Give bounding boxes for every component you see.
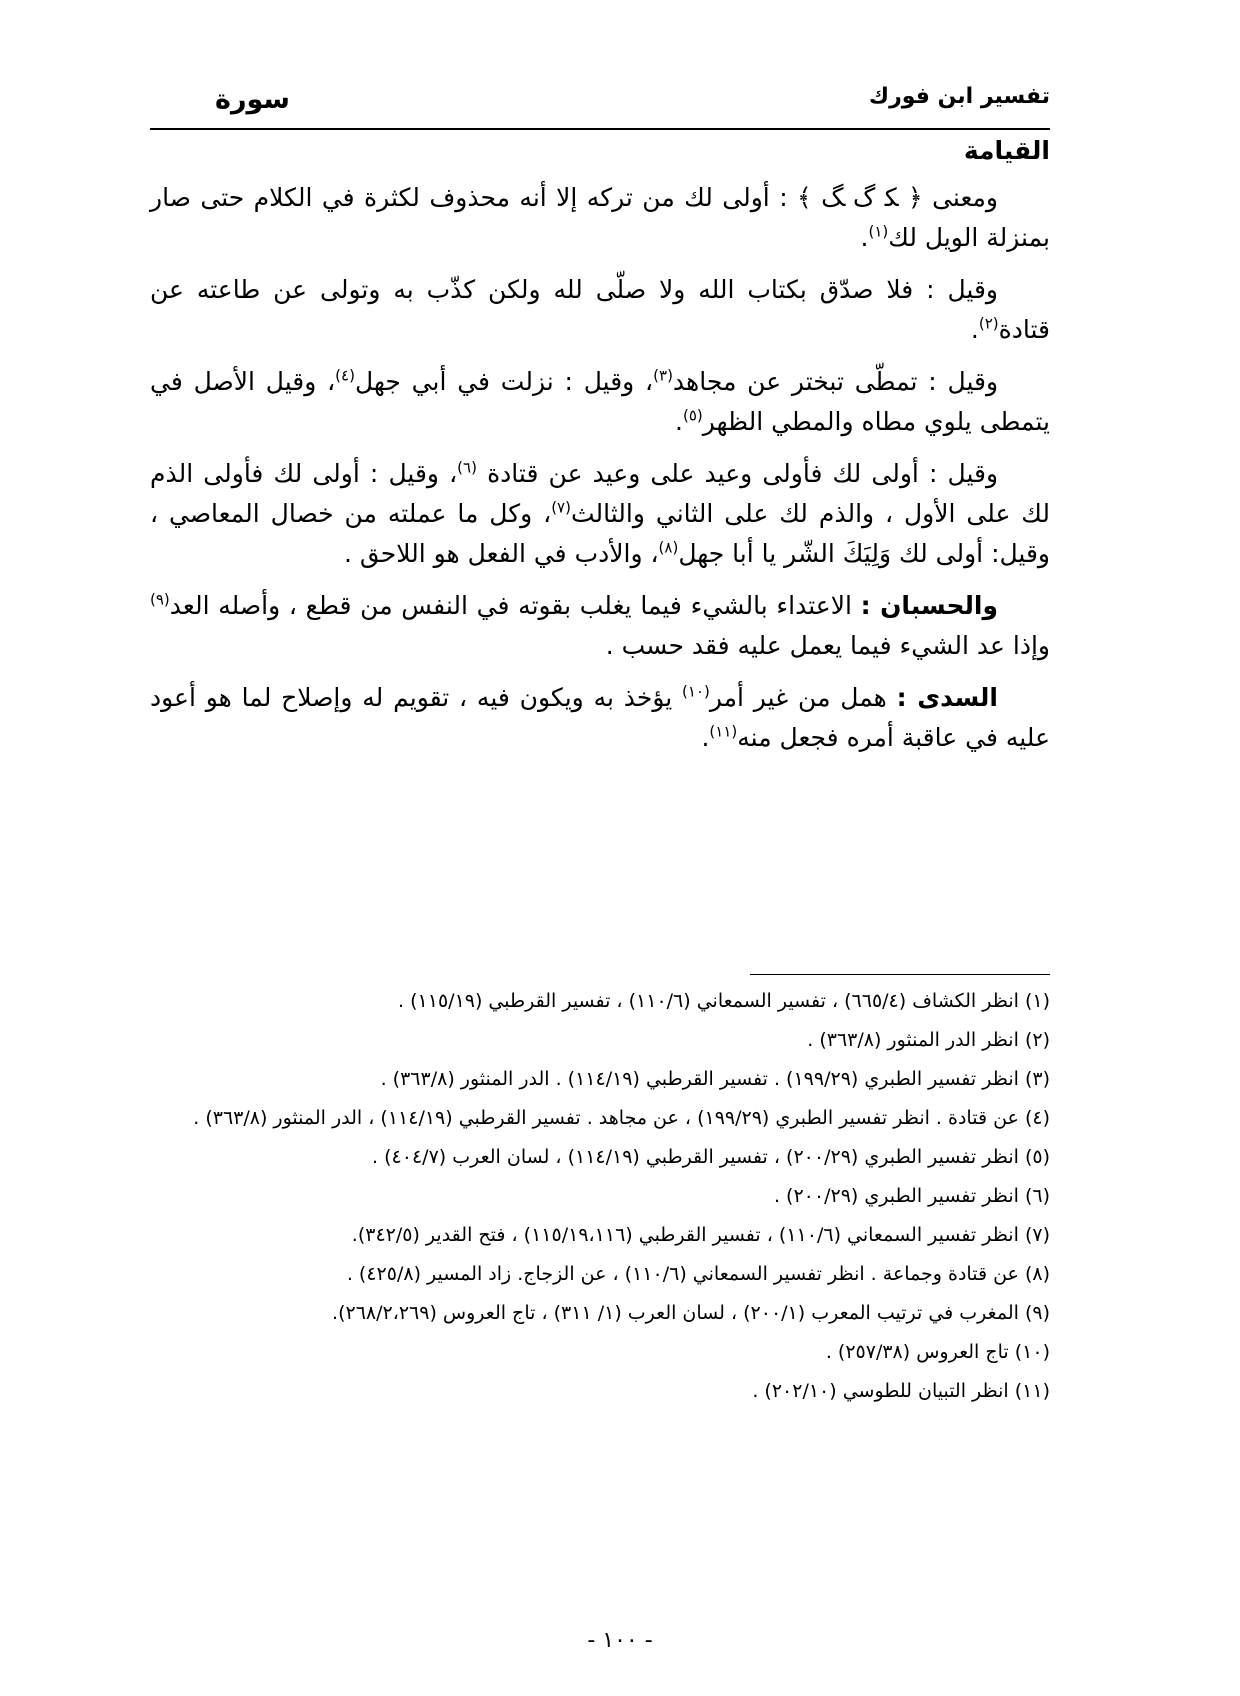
paragraph [150,178,1050,258]
footnote-number: (١١) [1014,1380,1050,1402]
text-run: وقيل : أولى لك فأولى وعيد على وعيد عن قتادة [476,459,999,488]
footnote-number: (٤) [1024,1107,1050,1129]
text-run: وإذا عد الشيء فيما يعمل عليه فقد حسب . [605,631,1050,660]
footnote-number: (٦) [1024,1185,1050,1207]
footnote-text: انظر الدر المنثور (٣٦٣/٨) . [807,1029,1019,1051]
text-run: وقيل : فلا صدّق بكتاب الله ولا صلّى لله ولكن كذّب به وتولى عن طاعته عن قتادة [150,275,1050,344]
footnote-number: (٩) [1024,1302,1050,1324]
footnote-number: (٥) [1024,1146,1050,1168]
footnote [150,1261,1050,1288]
footnote [150,1066,1050,1093]
footnote-marker: (٨) [658,538,679,557]
footnote-text: تاج العروس (٢٥٧/٣٨) . [825,1341,1009,1363]
footnote-text: عن قتادة . انظر تفسير الطبري (١٩٩/٢٩) ، عن مجاهد . تفسير القرطبي (١١٤/١٩) ، الدر المنثور (٣٦٣/٨) . [193,1107,1019,1129]
paragraph [150,678,1050,758]
footnote-text: المغرب في ترتيب المعرب (٢٠٠/١) ، لسان العرب (١/ ٣١١) ، تاج العروس (٢٦٨/٢،٢٦٩). [332,1302,1019,1324]
footnote-marker: (١) [868,222,889,241]
running-header-book-title: تفسير ابن فورك [868,84,1050,109]
text-run: . [675,407,683,436]
footnotes [150,988,1050,1417]
term-heading: السدى : [896,683,998,712]
paragraph [150,362,1050,442]
footnote-marker: (٤) [335,366,355,385]
footnote-number: (٧) [1024,1224,1050,1246]
footnote-marker: (٥) [682,406,703,425]
footnote-text: انظر تفسير السمعاني (١١٠/٦) ، تفسير القرطبي (١١٥/١٩،١١٦) ، فتح القدير (٣٤٢/٥). [351,1224,1019,1246]
footnote-number: (٢) [1024,1029,1050,1051]
footnote-text: انظر التبيان للطوسي (٢٠٢/١٠) . [752,1380,1009,1402]
header-rule [150,128,1050,130]
text-run: الاعتداء بالشيء فيما يغلب بقوته في النفس من قطع ، وأصله العد [169,591,861,620]
footnote-marker: (٣) [653,366,673,385]
text-run: ، وقيل الأصل في يتمطى يلوي مطاه والمطي الظهر [150,367,1050,436]
text-run: . [860,223,869,252]
text-run: ، والأدب في الفعل هو اللاحق . [344,539,659,568]
footnote-text: انظر تفسير الطبري (٢٠٠/٢٩) ، تفسير القرطبي (١١٤/١٩) ، لسان العرب (٤٠٤/٧) . [372,1146,1019,1168]
text-run: . [701,723,710,752]
text-run: ، وكل ما عملته من خصال المعاصي ، وقيل: أولى لك وَلِيَكَ الشّر يا أبا جهل [150,499,1050,568]
footnote-number: (٨) [1024,1263,1050,1285]
footnote-marker: (٩) [150,590,170,609]
footnote-number: (٣) [1024,1068,1050,1090]
footnote-text: عن قتادة وجماعة . انظر تفسير السمعاني (١١٠/٦) ، عن الزجاج. زاد المسير (٤٢٥/٨) . [346,1263,1019,1285]
footnote-number: (١٠) [1014,1341,1050,1363]
footnote [150,1378,1050,1405]
text-run: يؤخذ به ويكون فيه ، تقويم له وإصلاح لما هو أعود عليه في عاقبة أمره فجعل منه [150,683,1050,752]
footnote [150,1222,1050,1249]
footnote-number: (١) [1024,990,1050,1012]
page-number: - ١٠٠ - [587,1628,653,1653]
paragraph [150,270,1050,350]
footnote [150,1105,1050,1132]
footnote [150,988,1050,1015]
footnote [150,1144,1050,1171]
running-header-section: سورة [215,84,290,115]
footnote [150,1339,1050,1366]
footnote-separator [750,974,1050,975]
footnote-text: انظر تفسير الطبري (٢٠٠/٢٩) . [773,1185,1019,1207]
text-run: وقيل : تمطّى تبختر عن مجاهد [672,367,999,396]
footnote-marker: (٧) [551,498,571,517]
text-run: . [970,315,979,344]
footnote [150,1027,1050,1054]
term-heading: والحسبان : [860,591,998,620]
footnote-marker: (١٠) [682,682,710,701]
footnote-text: انظر تفسير الطبري (١٩٩/٢٩) . تفسير القرطبي (١١٤/١٩) . الدر المنثور (٣٦٣/٨) . [380,1068,1019,1090]
paragraph [150,586,1050,666]
text-run: ، وقيل : أولى لك فأولى الذم لك على الأول ، والذم لك على الثاني والثالث [150,459,1050,528]
footnote-text: انظر الكشاف (٦٦٥/٤) ، تفسير السمعاني (١١٠/٦) ، تفسير القرطبي (١١٥/١٩) . [398,990,1019,1012]
footnote-marker: (٢) [978,314,999,333]
main-text [150,178,1050,770]
footnote [150,1300,1050,1327]
text-run: همل من غير أمر [709,683,897,712]
footnote-marker: (٦) [457,458,477,477]
text-run: ، وقيل : نزلت في أبي جهل [354,367,654,396]
footnote-marker: (١١) [709,722,738,741]
paragraph [150,454,1050,574]
surah-name: القيامة [963,136,1050,165]
text-run: ومعنى ﴿ ﮑ ﮒ ﮓ ﴾ : أولى لك من تركه إلا أنه محذوف لكثرة في الكلام حتى صار بمنزلة الويل لك [150,183,1050,252]
footnote [150,1183,1050,1210]
